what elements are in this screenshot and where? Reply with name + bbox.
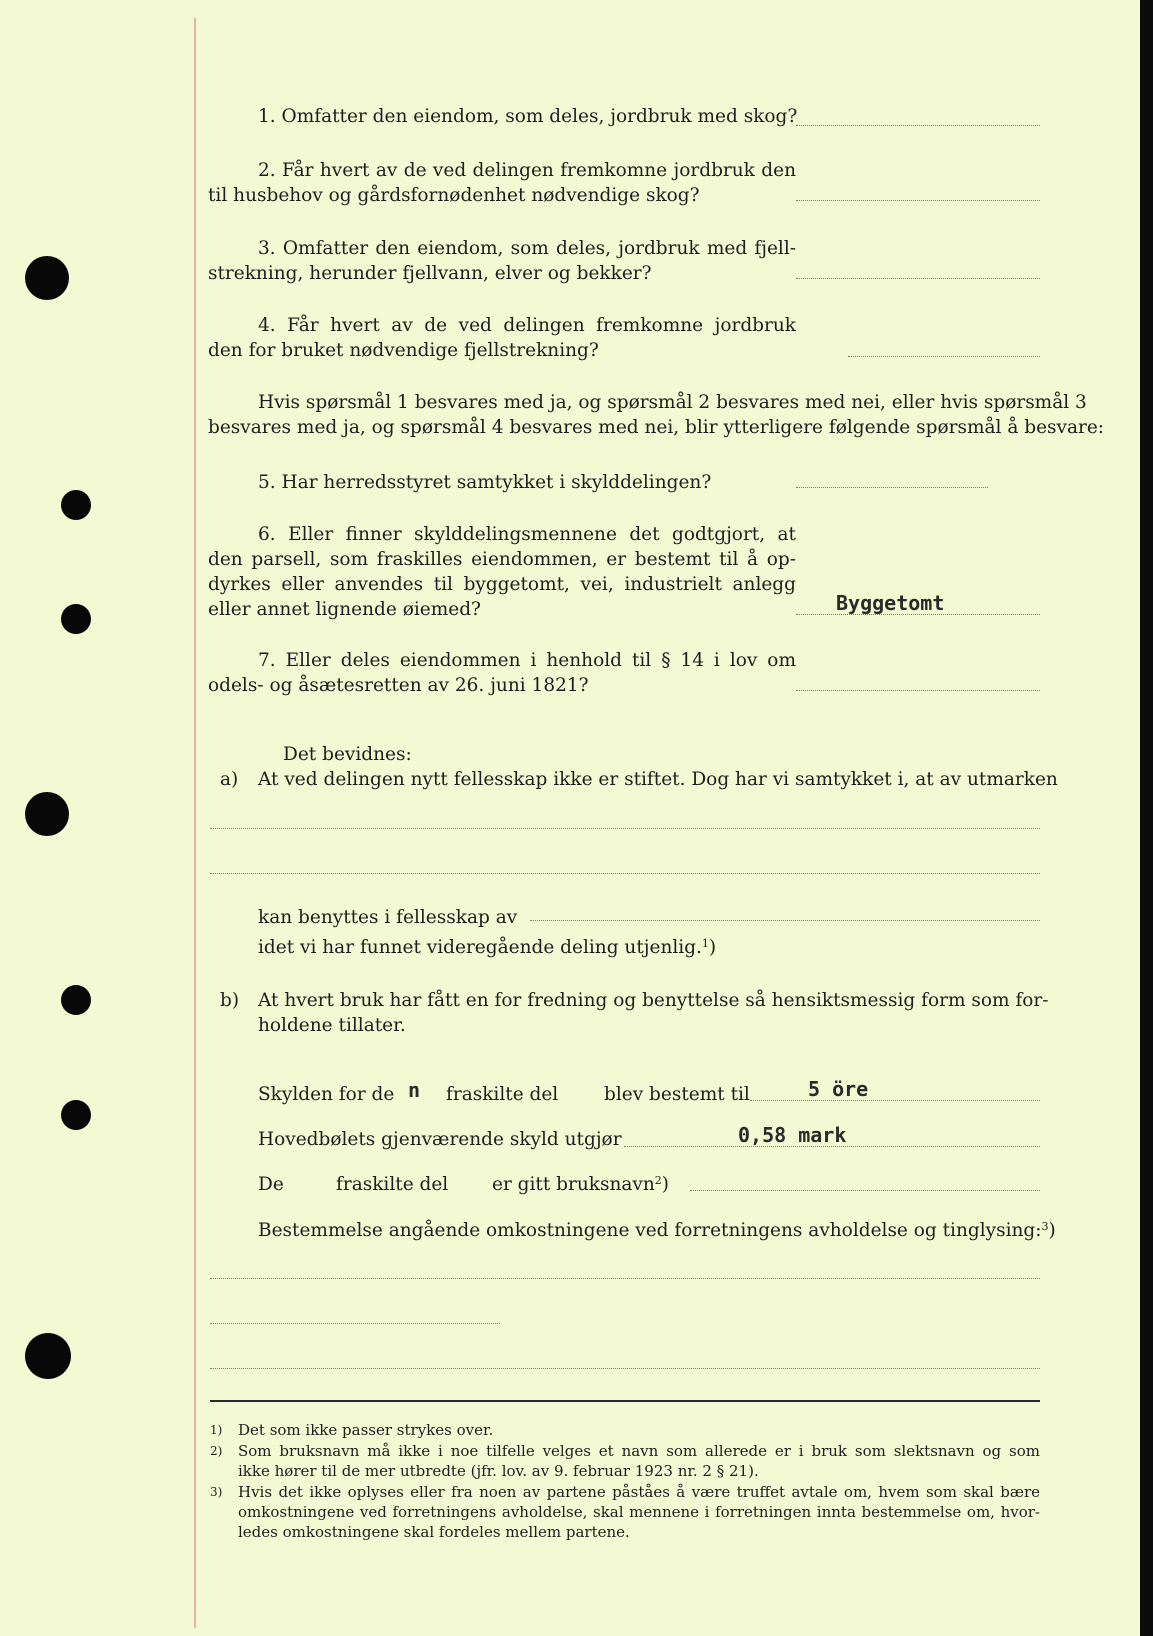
item-b-line-2: holdene tillater.	[258, 1015, 406, 1036]
punch-hole	[61, 985, 91, 1015]
answer-line-2[interactable]	[796, 200, 1040, 201]
cost-line-3[interactable]	[210, 1368, 1040, 1369]
question-7-line-1: 7. Eller deles eiendommen i henhold til § 14 i lov om	[258, 650, 796, 671]
skyld-assigned: blev bestemt til	[604, 1084, 750, 1105]
name-label-part: fraskilte del	[336, 1174, 449, 1195]
condition-line-2: besvares med ja, og spørsmål 4 besvares med nei, blir ytterligere følgende spørsmål å besvare:	[208, 417, 1105, 438]
item-b-line-1: At hvert bruk har fått en for fredning og benyttelse så hensiktsmessig form som for-	[258, 990, 1049, 1011]
further-division-text: idet vi har funnet videregående deling utjenlig.	[258, 937, 702, 958]
main-farm-label: Hovedbølets gjenværende skyld utgjør	[258, 1129, 622, 1150]
farm-name-line[interactable]	[690, 1190, 1040, 1191]
question-7-line-2: odels- og åsætesretten av 26. juni 1821?	[208, 675, 589, 696]
punch-hole	[25, 256, 69, 300]
condition-line-1: Hvis spørsmål 1 besvares med ja, og spørsmål 2 besvares med nei, eller hvis spørsmål 3	[258, 392, 1087, 413]
skyld-part: fraskilte del	[446, 1084, 559, 1105]
name-label-de: De	[258, 1174, 284, 1195]
question-2-line-2: til husbehov og gårdsfornødenhet nødvendige skog?	[208, 185, 700, 206]
skyld-line[interactable]	[750, 1100, 1040, 1101]
footnote-3-line-1: Hvis det ikke oplyses eller fra noen av partene påståes å være truffet avtale om, hvem som skal bære	[238, 1483, 1040, 1501]
footnote-3-line-3: ledes omkostningene skal fordeles mellem partene.	[238, 1523, 630, 1541]
item-b-label: b)	[220, 990, 240, 1011]
answer-line-1[interactable]	[796, 125, 1040, 126]
footnote-2-mark: 2)	[210, 1444, 223, 1458]
footnote-1-mark: 1)	[210, 1423, 223, 1437]
outfield-line-2[interactable]	[210, 873, 1040, 874]
answer-line-7[interactable]	[796, 690, 1040, 691]
question-5: 5. Har herredsstyret samtykket i skylddelingen?	[258, 472, 712, 493]
footnote-ref-3: 3	[1041, 1220, 1049, 1233]
skyld-value: 5 öre	[808, 1077, 869, 1101]
question-4-line-2: den for bruket nødvendige fjellstrekning?	[208, 340, 599, 361]
question-3-line-1: 3. Omfatter den eiendom, som deles, jordbruk med fjell-	[258, 238, 796, 259]
common-use-line[interactable]	[530, 920, 1040, 921]
main-farm-value: 0,58 mark	[738, 1123, 847, 1147]
question-6-line-2: den parsell, som fraskilles eiendommen, er bestemt til å op-	[208, 549, 796, 570]
cost-label	[258, 1218, 1056, 1243]
answer-line-3[interactable]	[796, 278, 1040, 279]
farm-name-text: er gitt bruksnavn	[492, 1174, 655, 1195]
punch-hole	[25, 1333, 71, 1379]
punch-hole	[61, 604, 91, 634]
question-4-line-1: 4. Får hvert av de ved delingen fremkomne jordbruk	[258, 315, 796, 336]
common-use-label: kan benyttes i fellesskap av	[258, 907, 518, 928]
question-6-line-4: eller annet lignende øiemed?	[208, 599, 481, 620]
footnote-separator	[210, 1400, 1040, 1402]
footnote-2-line-2: ikke hører til de mer utbredte (jfr. lov. av 9. februar 1923 nr. 2 § 21).	[238, 1462, 759, 1480]
answer-6-value: Byggetomt	[836, 591, 945, 615]
punch-hole	[61, 490, 91, 520]
punch-hole	[61, 1100, 91, 1130]
footnote-1: Det som ikke passer strykes over.	[238, 1421, 494, 1439]
outfield-line-1[interactable]	[210, 828, 1040, 829]
punch-hole	[25, 792, 69, 836]
cost-line-2[interactable]	[210, 1323, 500, 1324]
question-1: 1. Omfatter den eiendom, som deles, jordbruk med skog?	[258, 106, 798, 127]
certify-heading: Det bevidnes:	[283, 744, 412, 765]
answer-line-4[interactable]	[848, 356, 1040, 357]
footnote-3-mark: 3)	[210, 1485, 223, 1499]
skyld-label: Skylden for de	[258, 1084, 395, 1105]
skyld-fill: n	[408, 1078, 421, 1102]
farm-name-label	[492, 1172, 669, 1197]
footnote-ref-1: 1	[701, 937, 709, 950]
question-2-line-1: 2. Får hvert av de ved delingen fremkomne jordbruk den	[258, 160, 796, 181]
answer-line-5[interactable]	[796, 487, 988, 488]
footnote-ref-2: 2	[654, 1174, 662, 1187]
footnote-2-line-1: Som bruksnavn må ikke i noe tilfelle velges et navn som allerede er i bruk som slektsnavn og som	[238, 1442, 1040, 1460]
cost-line-1[interactable]	[210, 1278, 1040, 1279]
item-a-label: a)	[220, 769, 239, 790]
footnote-3-line-2: omkostningene ved forretningens avholdelse, skal mennene i forretningen innta bestemmelse om, hvor-	[238, 1503, 1040, 1521]
question-6-line-1: 6. Eller finner skylddelingsmennene det godtgjort, at	[258, 524, 796, 545]
cost-text: Bestemmelse angående omkostningene ved forretningens avholdelse og tinglysing:	[258, 1220, 1042, 1241]
item-a-text: At ved delingen nytt fellesskap ikke er stiftet. Dog har vi samtykket i, at av utmarken	[258, 769, 1058, 790]
further-division-note	[258, 935, 716, 960]
footnote-ref-3-paren: )	[1048, 1220, 1056, 1241]
margin-line	[194, 18, 196, 1628]
footnote-ref-1-paren: )	[708, 937, 717, 958]
footnote-ref-2-paren: )	[661, 1174, 670, 1195]
question-6-line-3: dyrkes eller anvendes til byggetomt, vei, industrielt anlegg	[208, 574, 796, 595]
question-3-line-2: strekning, herunder fjellvann, elver og bekker?	[208, 263, 652, 284]
